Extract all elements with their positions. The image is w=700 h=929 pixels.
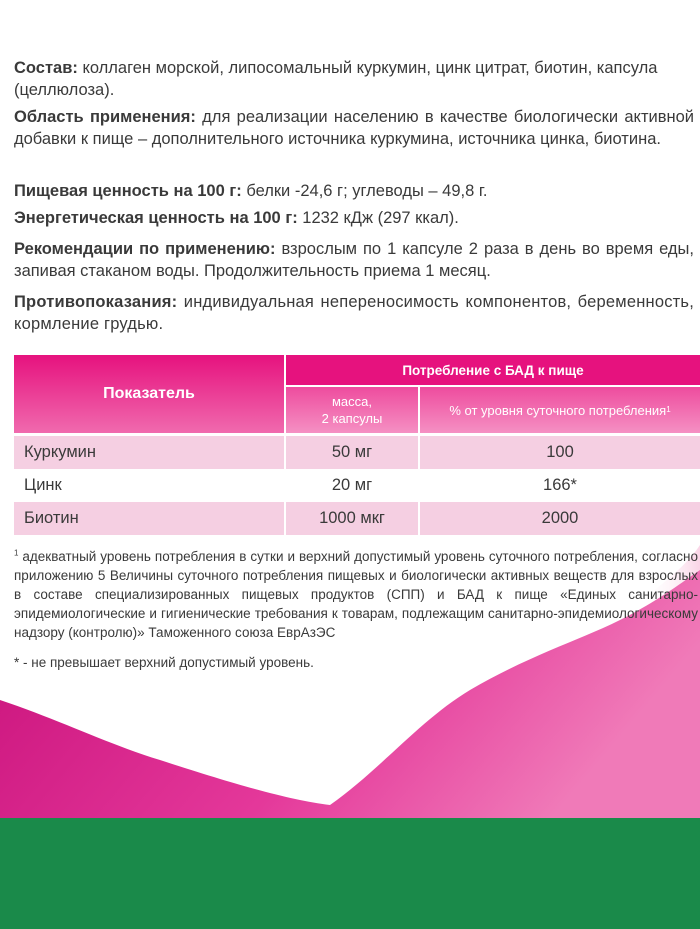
row-name: Цинк — [24, 476, 62, 494]
nutrition-paragraph — [14, 180, 694, 202]
header-percent: % от уровня суточного потребления 1 — [420, 387, 700, 433]
row-percent: 166* — [543, 476, 577, 494]
composition-label: Состав: — [14, 59, 78, 77]
contraindications-label: Противопоказания: — [14, 293, 178, 311]
header-percent-text: % от уровня суточного потребления — [449, 402, 667, 418]
contraindications-text: индивидуальная непереносимость компонентов, беременность, кормление грудью. — [14, 293, 694, 333]
recommendations-paragraph — [14, 238, 694, 282]
footnote-1 — [14, 547, 698, 642]
header-indicator: Показатель — [14, 355, 284, 433]
row-mass: 50 мг — [331, 443, 373, 461]
header-mass-line2: 2 капсулы — [321, 411, 383, 426]
header-mass-line1: масса, — [331, 394, 372, 409]
row-percent: 100 — [546, 443, 574, 461]
footnote-1-text: адекватный уровень потребления в сутки и верхний допустимый уровень суточного потребления, согласно приложению 5 Величины суточного потребления пищевых и биологически активных веществ для взрослых в составе специализированных пищевых продуктов (СПП) и БАД к пище «Единых санитарно-эпидемиологические и гигиенические требования к товарам, подлежащим санитарно-эпидемиологическому надзору (контролю)» Таможенного союза ЕврАзЭС — [14, 549, 698, 640]
footnote-2: * - не превышает верхний допустимый уровень. — [14, 655, 314, 670]
contraindications-paragraph — [14, 291, 694, 335]
nutrition-label: Пищевая ценность на 100 г: — [14, 182, 242, 200]
header-mass — [286, 387, 418, 433]
recommendations-label: Рекомендации по применению: — [14, 240, 276, 258]
scope-paragraph — [14, 106, 694, 150]
scope-text: для реализации населению в качестве биологически активной добавки к пище – дополнительного источника куркумина, источника цинка, биотина. — [14, 108, 695, 148]
energy-text: 1232 кДж (297 ккал). — [297, 209, 459, 227]
table-row — [14, 436, 700, 469]
nutrition-text: белки -24,6 г; углеводы – 49,8 г. — [241, 182, 488, 200]
consumption-table — [14, 355, 700, 536]
energy-label: Энергетическая ценность на 100 г: — [14, 209, 298, 227]
recommendations-text: взрослым по 1 капсуле 2 раза в день во время еды, запивая стаканом воды. Продолжительность приема 1 месяц. — [14, 240, 694, 280]
table-row — [14, 502, 700, 535]
header-consumption: Потребление с БАД к пище — [286, 355, 700, 385]
energy-paragraph — [14, 207, 694, 229]
table-row — [14, 469, 700, 502]
scope-label: Область применения: — [14, 108, 196, 126]
row-mass: 20 мг — [331, 476, 373, 494]
row-name: Куркумин — [24, 443, 96, 461]
footnote-1-marker: 1 — [14, 548, 19, 558]
row-mass: 1000 мкг — [319, 509, 385, 527]
row-percent: 2000 — [541, 509, 579, 527]
composition-paragraph — [14, 57, 694, 101]
composition-text: коллаген морской, липосомальный куркумин, цинк цитрат, биотин, капсула (целлюлоза). — [14, 59, 658, 99]
row-name: Биотин — [24, 509, 79, 527]
green-band — [0, 818, 700, 929]
